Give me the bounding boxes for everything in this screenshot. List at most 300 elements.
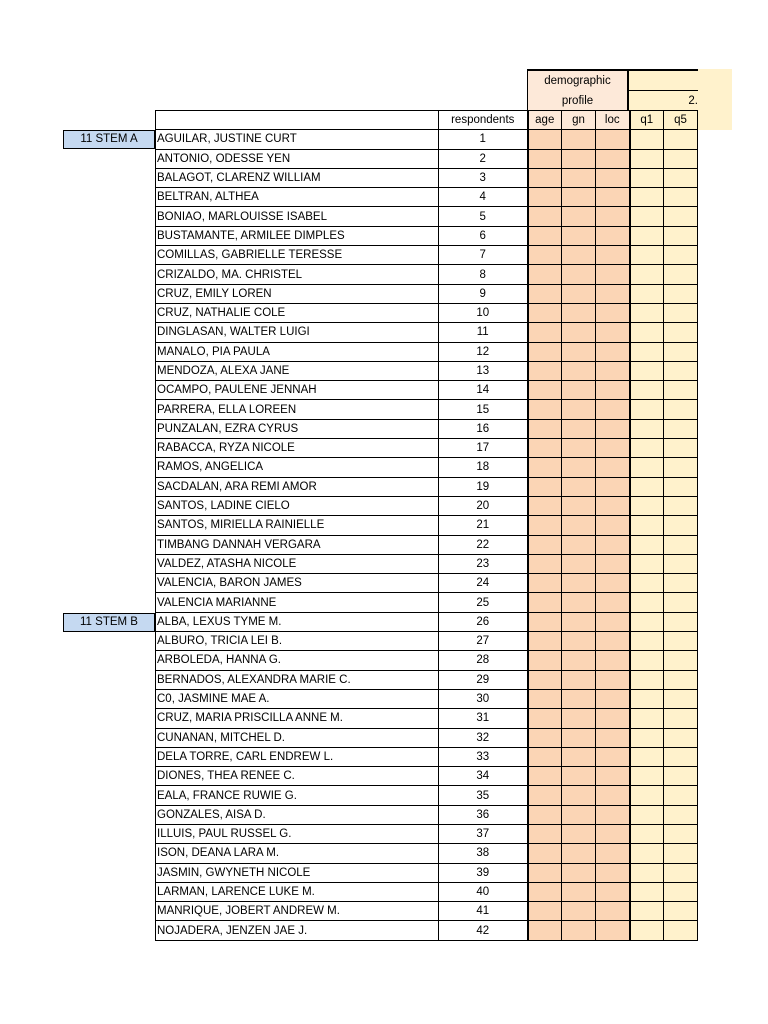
location-cell[interactable]	[596, 921, 630, 940]
age-column-header[interactable]: age	[528, 111, 562, 130]
respondent-name-cell[interactable]: BUSTAMANTE, ARMILEE DIMPLES	[156, 226, 439, 245]
q1-cell[interactable]	[630, 863, 664, 882]
location-cell[interactable]	[596, 824, 630, 843]
q1-cell[interactable]	[630, 477, 664, 496]
q5-cell[interactable]	[664, 477, 698, 496]
respondent-number-cell[interactable]: 38	[439, 844, 528, 863]
respondent-name-cell[interactable]: CRUZ, MARIA PRISCILLA ANNE M.	[156, 709, 439, 728]
respondent-name-cell[interactable]: ALBURO, TRICIA LEI B.	[156, 632, 439, 651]
gender-cell[interactable]	[562, 554, 596, 573]
respondent-name-cell[interactable]: MANALO, PIA PAULA	[156, 342, 439, 361]
gender-cell[interactable]	[562, 496, 596, 515]
respondent-number-cell[interactable]: 39	[439, 863, 528, 882]
respondent-name-cell[interactable]: BELTRAN, ALTHEA	[156, 188, 439, 207]
gender-cell[interactable]	[562, 593, 596, 612]
q5-cell[interactable]	[664, 921, 698, 940]
age-cell[interactable]	[528, 632, 562, 651]
demographic-profile-header[interactable]	[527, 69, 629, 110]
respondent-name-cell[interactable]: NOJADERA, JENZEN JAE J.	[156, 921, 439, 940]
respondent-name-cell[interactable]: SANTOS, MIRIELLA RAINIELLE	[156, 516, 439, 535]
q1-cell[interactable]	[630, 921, 664, 940]
gender-cell[interactable]	[562, 651, 596, 670]
q5-cell[interactable]	[664, 863, 698, 882]
gender-column-header[interactable]: gn	[562, 111, 596, 130]
q1-cell[interactable]	[630, 632, 664, 651]
q1-cell[interactable]	[630, 554, 664, 573]
gender-cell[interactable]	[562, 747, 596, 766]
respondent-number-cell[interactable]: 41	[439, 902, 528, 921]
respondents-column-header[interactable]: respondents	[439, 111, 528, 130]
age-cell[interactable]	[528, 303, 562, 322]
respondent-name-cell[interactable]: VALENCIA MARIANNE	[156, 593, 439, 612]
q5-cell[interactable]	[664, 554, 698, 573]
q5-cell[interactable]	[664, 149, 698, 168]
gender-cell[interactable]	[562, 632, 596, 651]
q5-cell[interactable]	[664, 651, 698, 670]
q1-cell[interactable]	[630, 323, 664, 342]
respondent-number-cell[interactable]: 27	[439, 632, 528, 651]
q1-cell[interactable]	[630, 902, 664, 921]
gender-cell[interactable]	[562, 207, 596, 226]
gender-cell[interactable]	[562, 342, 596, 361]
age-cell[interactable]	[528, 439, 562, 458]
location-cell[interactable]	[596, 458, 630, 477]
q1-cell[interactable]	[630, 844, 664, 863]
location-cell[interactable]	[596, 805, 630, 824]
respondent-number-cell[interactable]: 20	[439, 496, 528, 515]
respondent-number-cell[interactable]: 5	[439, 207, 528, 226]
q1-cell[interactable]	[630, 458, 664, 477]
location-cell[interactable]	[596, 361, 630, 380]
gender-cell[interactable]	[562, 786, 596, 805]
gender-cell[interactable]	[562, 805, 596, 824]
location-cell[interactable]	[596, 323, 630, 342]
location-cell[interactable]	[596, 593, 630, 612]
respondent-number-cell[interactable]: 42	[439, 921, 528, 940]
location-cell[interactable]	[596, 284, 630, 303]
gender-cell[interactable]	[562, 824, 596, 843]
respondent-name-cell[interactable]: VALDEZ, ATASHA NICOLE	[156, 554, 439, 573]
location-cell[interactable]	[596, 747, 630, 766]
respondent-name-cell[interactable]: VALENCIA, BARON JAMES	[156, 574, 439, 593]
age-cell[interactable]	[528, 477, 562, 496]
age-cell[interactable]	[528, 265, 562, 284]
q5-cell[interactable]	[664, 439, 698, 458]
location-cell[interactable]	[596, 496, 630, 515]
location-cell[interactable]	[596, 516, 630, 535]
q1-cell[interactable]	[630, 400, 664, 419]
respondent-number-cell[interactable]: 4	[439, 188, 528, 207]
respondent-name-cell[interactable]: CRIZALDO, MA. CHRISTEL	[156, 265, 439, 284]
gender-cell[interactable]	[562, 902, 596, 921]
gender-cell[interactable]	[562, 458, 596, 477]
q5-cell[interactable]	[664, 130, 698, 149]
age-cell[interactable]	[528, 361, 562, 380]
respondent-number-cell[interactable]: 15	[439, 400, 528, 419]
location-cell[interactable]	[596, 882, 630, 901]
age-cell[interactable]	[528, 902, 562, 921]
q1-cell[interactable]	[630, 419, 664, 438]
age-cell[interactable]	[528, 342, 562, 361]
location-cell[interactable]	[596, 902, 630, 921]
q5-cell[interactable]	[664, 593, 698, 612]
gender-cell[interactable]	[562, 381, 596, 400]
respondent-number-cell[interactable]: 10	[439, 303, 528, 322]
location-cell[interactable]	[596, 265, 630, 284]
q5-cell[interactable]	[664, 670, 698, 689]
respondent-number-cell[interactable]: 37	[439, 824, 528, 843]
respondent-name-cell[interactable]: BALAGOT, CLARENZ WILLIAM	[156, 168, 439, 187]
respondent-number-cell[interactable]: 36	[439, 805, 528, 824]
q1-cell[interactable]	[630, 824, 664, 843]
respondent-number-cell[interactable]: 9	[439, 284, 528, 303]
age-cell[interactable]	[528, 400, 562, 419]
age-cell[interactable]	[528, 921, 562, 940]
gender-cell[interactable]	[562, 323, 596, 342]
age-cell[interactable]	[528, 149, 562, 168]
age-cell[interactable]	[528, 670, 562, 689]
age-cell[interactable]	[528, 824, 562, 843]
q1-cell[interactable]	[630, 535, 664, 554]
location-cell[interactable]	[596, 477, 630, 496]
location-cell[interactable]	[596, 303, 630, 322]
respondent-name-cell[interactable]: CRUZ, NATHALIE COLE	[156, 303, 439, 322]
q5-cell[interactable]	[664, 207, 698, 226]
gender-cell[interactable]	[562, 188, 596, 207]
gender-cell[interactable]	[562, 361, 596, 380]
q5-cell[interactable]	[664, 303, 698, 322]
respondent-number-cell[interactable]: 3	[439, 168, 528, 187]
respondent-number-cell[interactable]: 19	[439, 477, 528, 496]
respondent-name-cell[interactable]: ILLUIS, PAUL RUSSEL G.	[156, 824, 439, 843]
respondent-name-cell[interactable]: SANTOS, LADINE CIELO	[156, 496, 439, 515]
location-cell[interactable]	[596, 728, 630, 747]
q1-cell[interactable]	[630, 805, 664, 824]
gender-cell[interactable]	[562, 728, 596, 747]
q5-cell[interactable]	[664, 632, 698, 651]
name-column-header[interactable]	[156, 111, 439, 130]
location-cell[interactable]	[596, 439, 630, 458]
location-cell[interactable]	[596, 689, 630, 708]
age-cell[interactable]	[528, 747, 562, 766]
q5-cell[interactable]	[664, 342, 698, 361]
location-cell[interactable]	[596, 168, 630, 187]
q1-cell[interactable]	[630, 593, 664, 612]
gender-cell[interactable]	[562, 303, 596, 322]
respondent-number-cell[interactable]: 7	[439, 246, 528, 265]
q5-cell[interactable]	[664, 574, 698, 593]
q5-cell[interactable]	[664, 188, 698, 207]
location-cell[interactable]	[596, 554, 630, 573]
q5-cell[interactable]	[664, 728, 698, 747]
respondent-number-cell[interactable]: 6	[439, 226, 528, 245]
age-cell[interactable]	[528, 612, 562, 631]
q5-cell[interactable]	[664, 323, 698, 342]
respondent-number-cell[interactable]: 17	[439, 439, 528, 458]
respondent-number-cell[interactable]: 22	[439, 535, 528, 554]
age-cell[interactable]	[528, 226, 562, 245]
respondent-number-cell[interactable]: 16	[439, 419, 528, 438]
q1-cell[interactable]	[630, 651, 664, 670]
respondent-name-cell[interactable]: MANRIQUE, JOBERT ANDREW M.	[156, 902, 439, 921]
respondent-name-cell[interactable]: BERNADOS, ALEXANDRA MARIE C.	[156, 670, 439, 689]
location-cell[interactable]	[596, 246, 630, 265]
gender-cell[interactable]	[562, 921, 596, 940]
age-cell[interactable]	[528, 554, 562, 573]
respondent-name-cell[interactable]: JASMIN, GWYNETH NICOLE	[156, 863, 439, 882]
respondent-number-cell[interactable]: 1	[439, 130, 528, 149]
respondent-name-cell[interactable]: MENDOZA, ALEXA JANE	[156, 361, 439, 380]
location-cell[interactable]	[596, 786, 630, 805]
age-cell[interactable]	[528, 767, 562, 786]
age-cell[interactable]	[528, 863, 562, 882]
respondent-name-cell[interactable]: RAMOS, ANGELICA	[156, 458, 439, 477]
respondent-name-cell[interactable]: DELA TORRE, CARL ENDREW L.	[156, 747, 439, 766]
q1-cell[interactable]	[630, 342, 664, 361]
q5-cell[interactable]	[664, 168, 698, 187]
respondent-number-cell[interactable]: 18	[439, 458, 528, 477]
age-cell[interactable]	[528, 844, 562, 863]
location-cell[interactable]	[596, 612, 630, 631]
q1-cell[interactable]	[630, 188, 664, 207]
gender-cell[interactable]	[562, 670, 596, 689]
gender-cell[interactable]	[562, 149, 596, 168]
location-cell[interactable]	[596, 574, 630, 593]
gender-cell[interactable]	[562, 284, 596, 303]
respondent-name-cell[interactable]: RABACCA, RYZA NICOLE	[156, 439, 439, 458]
q5-cell[interactable]	[664, 246, 698, 265]
q5-cell[interactable]	[664, 709, 698, 728]
q1-cell[interactable]	[630, 303, 664, 322]
age-cell[interactable]	[528, 728, 562, 747]
section-label[interactable]: 11 STEM A	[63, 130, 155, 149]
location-cell[interactable]	[596, 844, 630, 863]
gender-cell[interactable]	[562, 246, 596, 265]
location-cell[interactable]	[596, 709, 630, 728]
location-cell[interactable]	[596, 419, 630, 438]
q1-cell[interactable]	[630, 516, 664, 535]
q5-cell[interactable]	[664, 361, 698, 380]
age-cell[interactable]	[528, 689, 562, 708]
respondent-number-cell[interactable]: 12	[439, 342, 528, 361]
age-cell[interactable]	[528, 593, 562, 612]
respondent-name-cell[interactable]: CUNANAN, MITCHEL D.	[156, 728, 439, 747]
location-cell[interactable]	[596, 149, 630, 168]
q1-cell[interactable]	[630, 226, 664, 245]
q1-cell[interactable]	[630, 265, 664, 284]
respondent-name-cell[interactable]: AGUILAR, JUSTINE CURT	[156, 130, 439, 149]
respondent-name-cell[interactable]: TIMBANG DANNAH VERGARA	[156, 535, 439, 554]
gender-cell[interactable]	[562, 400, 596, 419]
q5-cell[interactable]	[664, 381, 698, 400]
q5-cell[interactable]	[664, 516, 698, 535]
q5-cell[interactable]	[664, 265, 698, 284]
q1-cell[interactable]	[630, 689, 664, 708]
age-cell[interactable]	[528, 651, 562, 670]
respondent-name-cell[interactable]: CRUZ, EMILY LOREN	[156, 284, 439, 303]
q5-cell[interactable]	[664, 535, 698, 554]
age-cell[interactable]	[528, 574, 562, 593]
respondent-number-cell[interactable]: 23	[439, 554, 528, 573]
location-cell[interactable]	[596, 863, 630, 882]
respondent-number-cell[interactable]: 26	[439, 612, 528, 631]
gender-cell[interactable]	[562, 612, 596, 631]
respondent-name-cell[interactable]: PUNZALAN, EZRA CYRUS	[156, 419, 439, 438]
age-cell[interactable]	[528, 207, 562, 226]
respondent-name-cell[interactable]: PARRERA, ELLA LOREEN	[156, 400, 439, 419]
q5-cell[interactable]	[664, 767, 698, 786]
gender-cell[interactable]	[562, 535, 596, 554]
q5-cell[interactable]	[664, 882, 698, 901]
q1-cell[interactable]	[630, 786, 664, 805]
age-cell[interactable]	[528, 381, 562, 400]
q5-cell[interactable]	[664, 805, 698, 824]
q5-cell[interactable]	[664, 496, 698, 515]
gender-cell[interactable]	[562, 882, 596, 901]
q1-cell[interactable]	[630, 670, 664, 689]
q1-cell[interactable]	[630, 612, 664, 631]
gender-cell[interactable]	[562, 844, 596, 863]
gender-cell[interactable]	[562, 863, 596, 882]
gender-cell[interactable]	[562, 419, 596, 438]
respondent-number-cell[interactable]: 13	[439, 361, 528, 380]
age-cell[interactable]	[528, 709, 562, 728]
respondent-name-cell[interactable]: ANTONIO, ODESSE YEN	[156, 149, 439, 168]
age-cell[interactable]	[528, 516, 562, 535]
age-cell[interactable]	[528, 168, 562, 187]
location-cell[interactable]	[596, 670, 630, 689]
q5-cell[interactable]	[664, 786, 698, 805]
gender-cell[interactable]	[562, 130, 596, 149]
gender-cell[interactable]	[562, 709, 596, 728]
respondent-number-cell[interactable]: 2	[439, 149, 528, 168]
q1-cell[interactable]	[630, 207, 664, 226]
location-cell[interactable]	[596, 400, 630, 419]
q5-cell[interactable]	[664, 747, 698, 766]
q5-cell[interactable]	[664, 284, 698, 303]
respondent-name-cell[interactable]: COMILLAS, GABRIELLE TERESSE	[156, 246, 439, 265]
age-cell[interactable]	[528, 246, 562, 265]
respondent-name-cell[interactable]: EALA, FRANCE RUWIE G.	[156, 786, 439, 805]
gender-cell[interactable]	[562, 226, 596, 245]
respondent-name-cell[interactable]: ARBOLEDA, HANNA G.	[156, 651, 439, 670]
age-cell[interactable]	[528, 458, 562, 477]
respondent-number-cell[interactable]: 14	[439, 381, 528, 400]
respondent-name-cell[interactable]: OCAMPO, PAULENE JENNAH	[156, 381, 439, 400]
q1-cell[interactable]	[630, 439, 664, 458]
age-cell[interactable]	[528, 805, 562, 824]
q1-cell[interactable]	[630, 149, 664, 168]
respondent-number-cell[interactable]: 35	[439, 786, 528, 805]
location-cell[interactable]	[596, 651, 630, 670]
q5-cell[interactable]	[664, 844, 698, 863]
age-cell[interactable]	[528, 323, 562, 342]
section-label[interactable]: 11 STEM B	[63, 613, 155, 632]
location-cell[interactable]	[596, 342, 630, 361]
q1-cell[interactable]	[630, 747, 664, 766]
q1-cell[interactable]	[630, 882, 664, 901]
q1-cell[interactable]	[630, 168, 664, 187]
q5-cell[interactable]	[664, 226, 698, 245]
respondent-name-cell[interactable]: ISON, DEANA LARA M.	[156, 844, 439, 863]
q5-cell[interactable]	[664, 419, 698, 438]
age-cell[interactable]	[528, 284, 562, 303]
respondent-name-cell[interactable]: LARMAN, LARENCE LUKE M.	[156, 882, 439, 901]
respondent-number-cell[interactable]: 8	[439, 265, 528, 284]
question-group-header[interactable]	[629, 90, 698, 110]
q5-cell[interactable]	[664, 400, 698, 419]
age-cell[interactable]	[528, 188, 562, 207]
location-cell[interactable]	[596, 767, 630, 786]
respondent-number-cell[interactable]: 32	[439, 728, 528, 747]
respondent-number-cell[interactable]: 33	[439, 747, 528, 766]
respondent-number-cell[interactable]: 28	[439, 651, 528, 670]
age-cell[interactable]	[528, 535, 562, 554]
respondent-number-cell[interactable]: 25	[439, 593, 528, 612]
respondent-name-cell[interactable]: DINGLASAN, WALTER LUIGI	[156, 323, 439, 342]
q5-cell[interactable]	[664, 612, 698, 631]
q1-cell[interactable]	[630, 381, 664, 400]
respondent-number-cell[interactable]: 34	[439, 767, 528, 786]
q5-cell[interactable]	[664, 458, 698, 477]
q1-cell[interactable]	[630, 246, 664, 265]
q1-cell[interactable]	[630, 709, 664, 728]
location-cell[interactable]	[596, 188, 630, 207]
q1-cell[interactable]	[630, 728, 664, 747]
respondent-name-cell[interactable]: ALBA, LEXUS TYME M.	[156, 612, 439, 631]
gender-cell[interactable]	[562, 477, 596, 496]
respondent-name-cell[interactable]: BONIAO, MARLOUISSE ISABEL	[156, 207, 439, 226]
respondent-number-cell[interactable]: 40	[439, 882, 528, 901]
q1-cell[interactable]	[630, 767, 664, 786]
location-cell[interactable]	[596, 130, 630, 149]
respondent-number-cell[interactable]: 21	[439, 516, 528, 535]
respondent-number-cell[interactable]: 30	[439, 689, 528, 708]
respondent-number-cell[interactable]: 11	[439, 323, 528, 342]
q1-cell[interactable]	[630, 130, 664, 149]
q5-column-header[interactable]: q5	[664, 111, 698, 130]
age-cell[interactable]	[528, 786, 562, 805]
q1-cell[interactable]	[630, 574, 664, 593]
question-group-header-top[interactable]	[629, 69, 698, 90]
respondent-name-cell[interactable]: SACDALAN, ARA REMI AMOR	[156, 477, 439, 496]
respondent-number-cell[interactable]: 29	[439, 670, 528, 689]
age-cell[interactable]	[528, 882, 562, 901]
gender-cell[interactable]	[562, 265, 596, 284]
respondent-name-cell[interactable]: GONZALES, AISA D.	[156, 805, 439, 824]
location-cell[interactable]	[596, 535, 630, 554]
respondent-number-cell[interactable]: 31	[439, 709, 528, 728]
respondent-name-cell[interactable]: DIONES, THEA RENEE C.	[156, 767, 439, 786]
gender-cell[interactable]	[562, 689, 596, 708]
q1-column-header[interactable]: q1	[630, 111, 664, 130]
respondent-name-cell[interactable]: C0, JASMINE MAE A.	[156, 689, 439, 708]
q5-cell[interactable]	[664, 824, 698, 843]
gender-cell[interactable]	[562, 574, 596, 593]
gender-cell[interactable]	[562, 168, 596, 187]
location-cell[interactable]	[596, 381, 630, 400]
q1-cell[interactable]	[630, 496, 664, 515]
age-cell[interactable]	[528, 419, 562, 438]
location-cell[interactable]	[596, 226, 630, 245]
gender-cell[interactable]	[562, 439, 596, 458]
location-cell[interactable]	[596, 632, 630, 651]
q5-cell[interactable]	[664, 902, 698, 921]
age-cell[interactable]	[528, 130, 562, 149]
gender-cell[interactable]	[562, 767, 596, 786]
respondent-number-cell[interactable]: 24	[439, 574, 528, 593]
q1-cell[interactable]	[630, 284, 664, 303]
